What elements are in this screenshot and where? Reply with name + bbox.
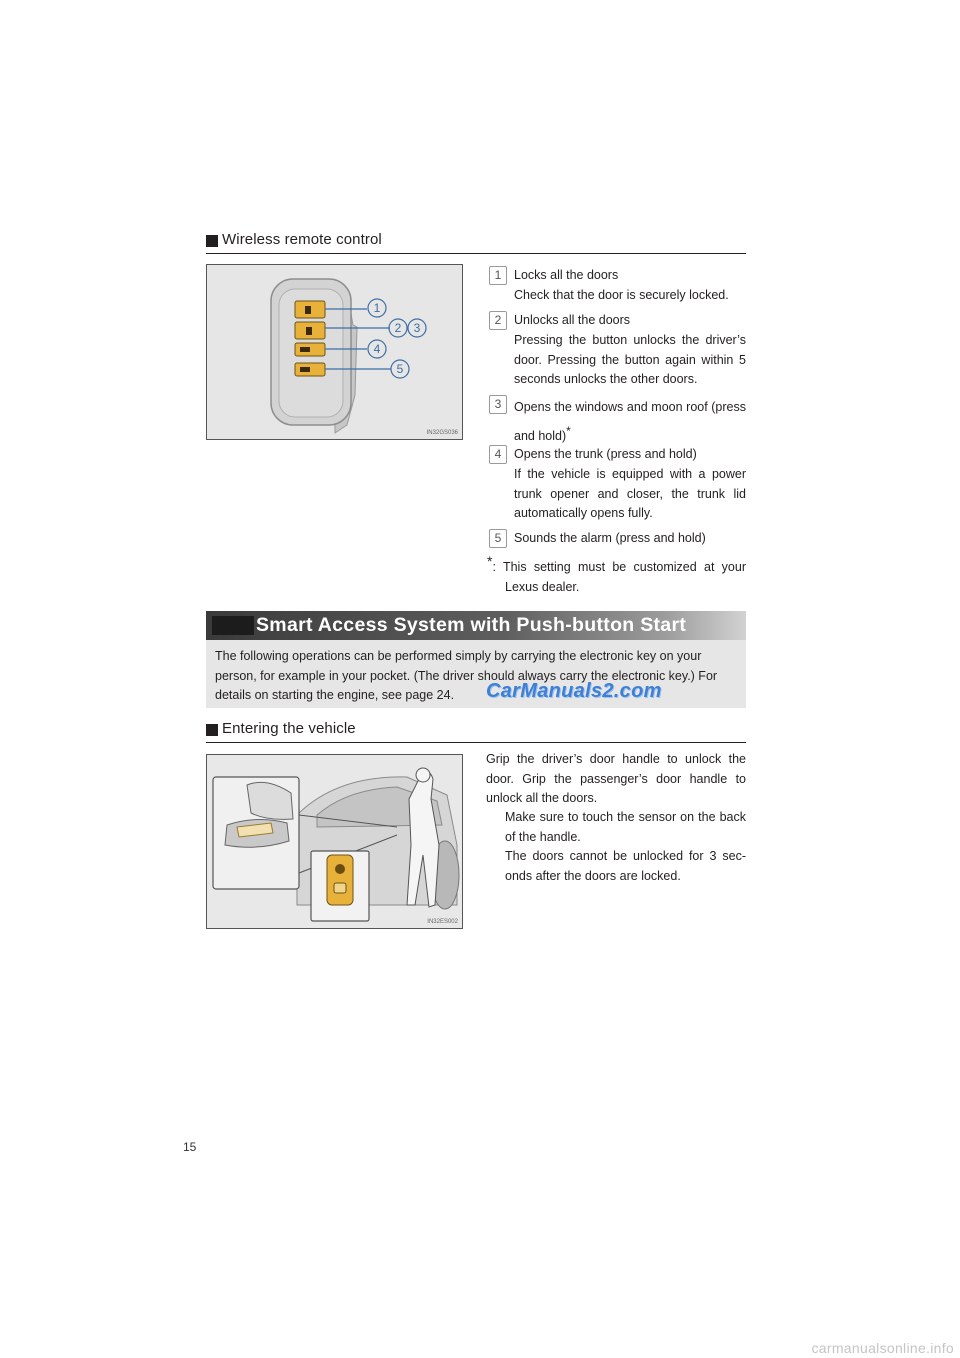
entering-vehicle-illustration xyxy=(207,755,462,928)
section-heading-wireless xyxy=(206,231,746,254)
entering-paragraph: Grip the driver’s door handle to unlock the door. Grip the passenger’s door handle to unlock all the doors. xyxy=(486,752,746,805)
item-number-badge: 3 xyxy=(489,395,507,414)
item-number-badge: 4 xyxy=(489,445,507,464)
section-heading-text: Wireless remote control xyxy=(222,231,382,248)
intro-box xyxy=(206,640,746,708)
figure-code: IN32GS036 xyxy=(426,430,458,436)
callout-1: 1 xyxy=(373,301,381,315)
remote-button-group xyxy=(295,301,325,376)
entering-vehicle-figure xyxy=(206,754,463,929)
footer-watermark: carmanualsonline.info xyxy=(811,1340,954,1356)
item-body: Pressing the button unlocks the driver’s door. Pressing the button again within 5 seconds unlocks the other doors. xyxy=(514,333,746,386)
section-heading-text: Entering the vehicle xyxy=(222,720,356,737)
item-title: Sounds the alarm (press and hold) xyxy=(514,531,706,545)
figure-code: IN32ES002 xyxy=(427,919,458,925)
item-title: Opens the trunk (press and hold) xyxy=(514,447,697,461)
watermark-carmanuals2: CarManuals2.com xyxy=(486,680,662,702)
item-number-badge: 2 xyxy=(489,311,507,330)
entering-note-2: The doors cannot be unlocked for 3 sec- onds after the doors are locked. xyxy=(505,849,746,883)
item-body: If the vehicle is equipped with a power trunk opener and closer, the trunk lid automatically opens fully. xyxy=(514,467,746,520)
remote-key-figure xyxy=(206,264,463,440)
remote-key-illustration xyxy=(207,265,462,439)
square-bullet-icon xyxy=(206,235,218,247)
entering-note-1: Make sure to touch the sensor on the back of the handle. xyxy=(505,810,746,844)
callout-4: 4 xyxy=(373,342,381,356)
page-number: 15 xyxy=(183,1140,197,1154)
callout-5: 5 xyxy=(396,362,404,376)
section-banner xyxy=(206,611,746,640)
square-bullet-icon xyxy=(206,724,218,736)
item-title-text: Opens the windows and moon roof (press and hold) xyxy=(514,400,746,444)
footnote-mark: * xyxy=(487,553,493,569)
item-title: Locks all the doors xyxy=(514,268,619,282)
footnote xyxy=(487,551,746,597)
item-number-badge: 5 xyxy=(489,529,507,548)
item-title: Unlocks all the doors xyxy=(514,313,631,327)
item-title xyxy=(514,395,746,448)
banner-block-icon xyxy=(212,616,254,635)
callout-2: 2 xyxy=(394,321,402,335)
footnote-text: : This setting must be customized at your Lexus dealer. xyxy=(492,560,746,595)
asterisk-mark: * xyxy=(566,424,571,438)
intro-text: The following operations can be performed simply by carrying the electronic key on your person, for example in your pocket. (The driver should always carry the electronic key.) For details on starting the engine, see page 24. xyxy=(215,649,718,702)
item-number-badge: 1 xyxy=(489,266,507,285)
item-body: Check that the door is securely locked. xyxy=(514,288,729,302)
callout-3: 3 xyxy=(413,321,421,335)
banner-title: Smart Access System with Push-button Start xyxy=(256,614,687,636)
section-heading-entering xyxy=(206,720,746,743)
